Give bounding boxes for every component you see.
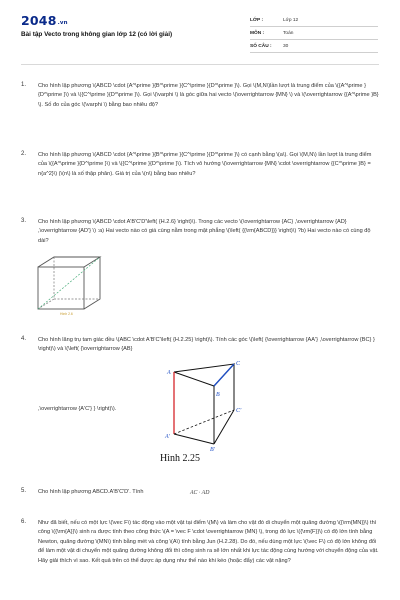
meta-table [250,14,378,53]
cube-front-face [38,267,84,309]
vertex-label-b: B [216,392,220,398]
figure-caption: Hình 2.25 [160,453,200,464]
edge-b-prime-c-prime [214,410,234,444]
vertex-label-a-prime: A' [165,434,170,440]
vertex-label-c-prime: C' [236,408,242,414]
edge-a-prime-c-prime [174,410,234,434]
site-logo[interactable] [21,13,68,28]
question-number: 1. [21,82,27,88]
question-text: Cho hình lập phương \(ABCD \cdot A'B'C'D'\left( {H.2.6} \right)\). Trong các vecto \(\overrightarrow {AC} ,\overrightarrow {AD} ,\overrightarrow {AD'} \) :a) Hai vecto nào có giá cùng nằm trong mặt phẳng \(\left( {{\rm{ABCD}}} \right)\) ?b) Hai vecto nào có cùng độ dài? [38,219,371,244]
edge-bc [214,364,234,386]
cube-hidden-edges [54,257,100,299]
cube-top-face [38,257,100,267]
cube-diagonal [38,257,100,309]
vertex-label-c: C [236,361,241,367]
meta-value: Toán [283,30,294,36]
cube-right-edge [84,257,100,309]
question-text-continued: ,\overrightarrow {A'C'} } \right)\). [38,406,117,412]
meta-label: MÔN : [250,30,265,36]
prism-top-face [174,364,234,386]
cube-hidden-edge [38,299,54,309]
question-text: Cho hình lập phương \(ABCD \cdot {A^\prime }{B^\prime }{C^\prime }{D^\prime }\) có cạnh bằng \(a\). Gọi \(M,N\) lần lượt là trung điểm của \({A^\prime }{D^\prime }\) và \({C^\prime }{D^\prime }\). Tích vô hướng \(\overrightarrow {MN} \cdot \overrightarrow {{C^\prime }B} = n{a^2}\) (\(n\) là số thập phân). Giá trị của \(n\) bằng bao nhiêu? [38,152,372,177]
meta-row-count [250,40,378,53]
edge-a-prime-b-prime [174,434,214,444]
document-title: Bài tập Vecto trong không gian lớp 12 (có lời giải) [21,31,173,38]
question-number: 6. [21,519,27,525]
question-number: 4. [21,336,27,342]
meta-label: SỐ CÂU : [250,43,272,49]
meta-label: LỚP : [250,17,264,23]
figure-label: Hình 2.6 [60,312,73,316]
question-formula: AC · AD [190,490,210,496]
meta-value: 30 [283,43,289,49]
question-number: 5. [21,488,27,494]
question-text: Cho hình lăng trụ tam giác đều \(ABC \cdot A'B'C'\left( {H.2.25} \right)\). Tính các góc \(\left( {\overrightarrow {AA'} ,\overrightarrow {BC} } \right)\) và \(\left( {\overrightarrow {AB} [38,337,375,353]
logo-text: 2048 [21,13,57,28]
meta-value: Lớp 12 [283,17,299,23]
meta-row-subject [250,27,378,40]
vertex-label-b-prime: B' [210,447,215,451]
header-divider [21,64,379,65]
prism-figure [160,356,250,451]
logo-suffix: .vn [57,20,68,26]
question-number: 2. [21,151,27,157]
question-text: Như đã biết, nếu có một lực \(\vec F\) tác động vào một vật tại điểm \(M\) và làm cho vật đó di chuyển một quãng đường \({\rm{MN}}\) thì công \({\rm{A}}\) sinh ra được tính theo công thức \(A = \vec F \cdot \overrightarrow {MN} \), trong đó lực \({\rm{F}}\) có độ lớn tính bằng Newton, quãng đường \(MN\) tính bằng mét và công \(A\) tính bằng Jun (H.2.28). Do đó, nếu dùng một lực \(\vec F\) có độ lớn không đổi để làm một vật di chuyển một quãng đường không đổi thì công sinh ra sẽ lớn nhất khi lực tác động cùng hướng với chuyển động của vật. Hãy giải thích vì sao. Kết quả trên có thể được áp dụng như thế nào khi kéo (hoặc đẩy) các vật nặng? [38,520,379,564]
cube-figure [32,253,112,317]
page-header [0,0,400,62]
question-number: 3. [21,218,27,224]
meta-row-grade [250,14,378,27]
question-text: Cho hình lập phương ABCD.A'B'C'D'. Tính [38,489,144,495]
vertex-label-a: A [167,370,171,376]
question-text: Cho hình lập phương \(ABCD \cdot {A^\prime }{B^\prime }{C^\prime }{D^\prime }\). Gọi \(M,N\)lần lượt là trung điểm của \({A^\prime }{D^\prime }\) và \({C^\prime }{D^\prime }\). Gọi \(\varphi \) là góc giữa hai vecto \(\overrightarrow {MN} \) và \(\overrightarrow {{A^\prime }B} \). Số đo của góc \(\varphi \) bằng bao nhiêu độ? [38,83,379,108]
